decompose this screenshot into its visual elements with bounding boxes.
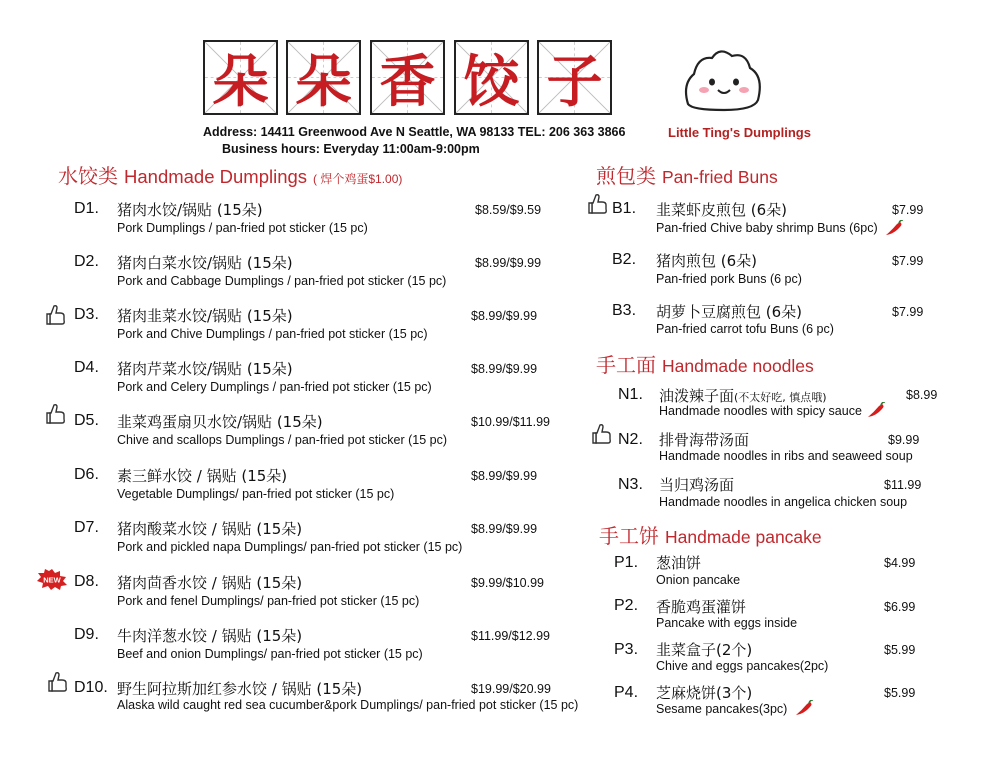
thumbs-up-icon [46,403,66,425]
item-price: $6.99 [884,600,916,614]
item-zh-name: 芝麻烧饼(3个) [656,684,753,702]
item-price: $7.99 [892,305,924,319]
item-zh-name: 葱油饼 [656,554,702,572]
item-en-name: Vegetable Dumplings/ pan-fried pot sticker (15 pc) [117,487,395,501]
item-code: D8. [74,573,99,590]
item-zh-name: 排骨海带汤面 [659,431,750,449]
item-en-name: Pan-fried carrot tofu Buns (6 pc) [656,322,834,336]
title-char-box [454,40,529,115]
item-en-name: Chive and eggs pancakes(2pc) [656,659,829,673]
item-code: D4. [74,359,99,376]
item-code: D1. [74,200,99,217]
item-code: P2. [614,597,639,614]
item-zh-name: 胡萝卜豆腐煎包 (6朵) [656,303,803,321]
item-price: $8.99/$9.99 [471,522,538,536]
item-en-name: Pan-fried pork Buns (6 pc) [656,272,802,286]
item-price: $8.99 [906,388,938,402]
item-price: $7.99 [892,203,924,217]
item-en-name: Handmade noodles in ribs and seaweed soup [659,449,913,463]
section-zh: 手工饼 [599,524,659,548]
item-code: D5. [74,412,99,429]
item-code: D6. [74,466,99,483]
item-price: $7.99 [892,254,924,268]
item-code: D7. [74,519,99,536]
item-en-name: Beef and onion Dumplings/ pan-fried pot sticker (15 pc) [117,647,423,661]
section-note: ( 焊个鸡蛋$1.00) [313,172,403,186]
item-price: $8.99/$9.99 [471,309,538,323]
thumbs-up-icon [46,304,66,326]
item-zh-name: 猪肉茴香水饺 / 锅贴 (15朵) [117,574,303,592]
item-zh-name: 猪肉酸菜水饺 / 锅贴 (15朵) [117,520,303,538]
item-en-name: Alaska wild caught red sea cucumber&pork Dumplings/ pan-fried pot sticker (15 pc) [117,698,579,712]
item-price: $11.99 [884,478,922,492]
item-price: $9.99 [888,433,920,447]
title-char-box [537,40,612,115]
thumbs-up-icon [48,671,68,693]
item-zh-name: 素三鲜水饺 / 锅贴 (15朵) [117,467,288,485]
item-code: P1. [614,554,639,571]
item-zh-name: 香脆鸡蛋灌饼 [656,598,747,616]
thumbs-up-icon [588,193,608,215]
section-zh: 煎包类 [596,164,656,188]
item-code: P3. [614,641,639,658]
chili-pepper-icon [866,402,886,418]
item-en-name: Pan-fried Chive baby shrimp Buns (6pc) [656,221,878,235]
new-badge [36,568,68,590]
item-en-name: Pork Dumplings / pan-fried pot sticker (15 pc) [117,221,368,235]
title-char-box [370,40,445,115]
item-zh-name: 韭菜盒子(2个) [656,641,753,659]
title-char: 朵 [295,48,352,115]
item-price: $5.99 [884,643,916,657]
item-zh-name: 猪肉煎包 (6朵) [656,252,758,270]
business-hours: Business hours: Everyday 11:00am-9:00pm [222,142,480,156]
item-en-name: Pancake with eggs inside [656,616,798,630]
chili-pepper-icon [884,220,904,236]
new-badge-label: NEW [43,575,61,585]
item-en-name: Chive and scallops Dumplings / pan-fried pot sticker (15 pc) [117,433,448,447]
item-code: N1. [618,386,643,403]
section-en: Handmade Dumplings [124,166,308,187]
title-char-box [286,40,361,115]
item-zh-name: 猪肉白菜水饺/锅贴 (15朵) [117,254,293,272]
section-pancakes-heading [599,520,822,549]
item-code: N2. [618,431,643,448]
item-zh-note: (不太好吃, 慎点哦) [734,391,827,404]
item-zh-name: 猪肉水饺/锅贴 (15朵) [117,201,263,219]
item-code: N3. [618,476,643,493]
item-en-name: Pork and Cabbage Dumplings / pan-fried pot sticker (15 pc) [117,274,447,288]
item-en-name: Handmade noodles with spicy sauce [659,404,862,418]
title-char: 子 [546,48,603,115]
item-price: $4.99 [884,556,916,570]
item-price: $8.99/$9.99 [475,256,542,270]
item-price: $19.99/$20.99 [471,682,551,696]
item-price: $9.99/$10.99 [471,576,544,590]
item-price: $10.99/$11.99 [471,415,551,429]
section-zh: 手工面 [596,353,656,377]
item-zh-name: 牛肉洋葱水饺 / 锅贴 (15朵) [117,627,303,645]
item-price: $5.99 [884,686,916,700]
item-code: B1. [612,200,637,217]
title-char: 香 [379,48,436,115]
item-en-name: Sesame pancakes(3pc) [656,702,788,716]
item-price: $8.99/$9.99 [471,362,538,376]
thumbs-up-icon [592,423,612,445]
item-code: D9. [74,626,99,643]
item-zh-name-main: 油泼辣子面 [659,387,735,405]
item-code: B2. [612,251,637,268]
section-en: Handmade pancake [665,527,822,547]
section-en: Pan-fried Buns [662,167,778,187]
item-zh-name [659,385,827,406]
item-zh-name: 野生阿拉斯加红参水饺 / 锅贴 (15朵) [117,680,363,698]
item-price: $8.99/$9.99 [471,469,538,483]
item-en-name: Pork and Chive Dumplings / pan-fried pot sticker (15 pc) [117,327,428,341]
item-zh-name: 当归鸡汤面 [659,476,735,494]
item-zh-name: 韭菜虾皮煎包 (6朵) [656,201,788,219]
section-zh: 水饺类 [58,164,118,188]
item-en-name: Pork and pickled napa Dumplings/ pan-fried pot sticker (15 pc) [117,540,463,554]
item-code: D2. [74,253,99,270]
item-code: D3. [74,306,99,323]
item-en-name: Pork and Celery Dumplings / pan-fried pot sticker (15 pc) [117,380,432,394]
item-code: P4. [614,684,639,701]
item-code: B3. [612,302,637,319]
item-zh-name: 韭菜鸡蛋扇贝水饺/锅贴 (15朵) [117,413,323,431]
item-code: D10. [74,679,108,696]
item-zh-name: 猪肉韭菜水饺/锅贴 (15朵) [117,307,293,325]
section-noodles-heading [596,349,814,378]
address-line: Address: 14411 Greenwood Ave N Seattle, WA 98133 TEL: 206 363 3866 [203,125,626,139]
dumpling-mascot-icon [680,44,766,114]
section-dumplings-heading [58,160,402,189]
section-buns-heading [596,160,778,189]
item-zh-name: 猪肉芹菜水饺/锅贴 (15朵) [117,360,293,378]
title-char-box [203,40,278,115]
section-en: Handmade noodles [662,356,814,376]
item-price: $11.99/$12.99 [471,629,551,643]
item-price: $8.59/$9.59 [475,203,542,217]
title-char: 饺 [463,48,520,115]
brand-name: Little Ting's Dumplings [668,125,811,140]
item-en-name: Handmade noodles in angelica chicken soup [659,495,908,509]
title-char: 朵 [212,48,269,115]
item-en-name: Onion pancake [656,573,741,587]
chili-pepper-icon [794,700,814,716]
item-en-name: Pork and fenel Dumplings/ pan-fried pot sticker (15 pc) [117,594,420,608]
